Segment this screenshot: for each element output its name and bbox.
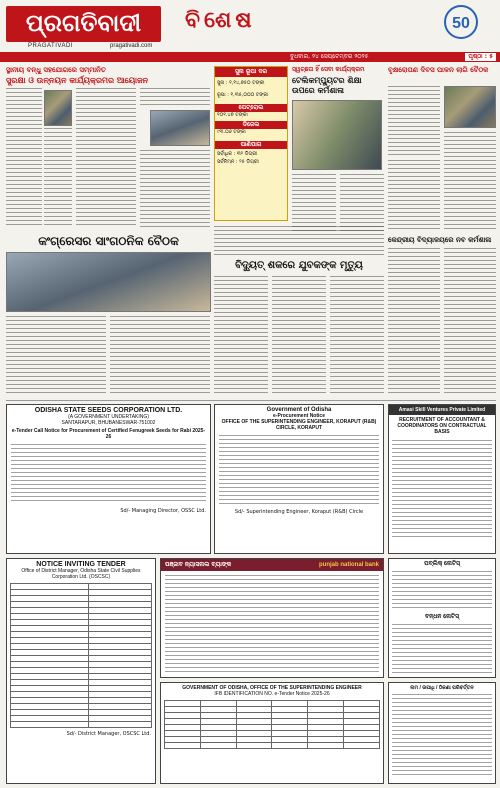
- center-story-headline: ଟେଲିକମ୍ପ୍ୟୁଟର ଶିକ୍ଷା ଉପରେ କର୍ମଶାଳା: [292, 76, 362, 95]
- gold-rate: ସୁନା : ୧,୧୪,୭୫୦ ଟଙ୍କା: [217, 80, 265, 86]
- public-notice-body1: [392, 571, 492, 611]
- amasi-recruitment-ad: [388, 404, 496, 554]
- left-story-text-col2: [44, 128, 72, 228]
- koraput-ad-body: [219, 435, 379, 505]
- left-story-text-col4b: [140, 150, 210, 228]
- pnb-ad-title: ପଞ୍ଜାବ ନ୍ୟାସନାଲ ବ୍ୟାଙ୍କ: [165, 561, 232, 568]
- amasi-ad-heading: RECRUITMENT OF ACCOUNTANT & COORDINATORS ON CONTRACTUAL BASIS: [397, 417, 487, 435]
- seeds-ad-body: [11, 444, 206, 504]
- left-story-kicker: ସ୍ଥାନୀୟ ବନ୍ଧୁ ସହଯୋଗରେ ସମ୍ମାନିତ: [6, 66, 106, 74]
- school-text-col2: [444, 248, 496, 396]
- left-story-headline: ସୁରକ୍ଷା ଓ ଉନ୍ନୟନ କାର୍ଯ୍ୟକ୍ରମର ଆୟୋଜନ: [6, 76, 149, 85]
- public-notice-ad: [388, 558, 496, 678]
- nit-title: NOTICE INVITING TENDER: [36, 561, 126, 568]
- pnb-notice-ad: [160, 558, 384, 678]
- seeds-ad-title: ODISHA STATE SEEDS CORPORATION LTD.: [34, 407, 183, 414]
- newspaper-logo: ପ୍ରଗତିବାଦୀ: [6, 6, 161, 42]
- koraput-tender-ad: [214, 404, 384, 554]
- petrol-price: ୧୦୧.୪୭ ଟଙ୍କା: [217, 112, 248, 118]
- petrol-label: ପେଟ୍ରୋଲ: [215, 104, 287, 112]
- min-temp: ସର୍ବନିମ୍ନ : ୨୫ ଡିଗ୍ରୀ: [217, 159, 259, 165]
- jubilee-emblem-icon: [432, 4, 490, 40]
- section-title: ବିଶେଷ: [185, 8, 256, 33]
- left-story-text-col3: [76, 88, 136, 228]
- rates-title: ସୁନା ରୂପା ଦର: [215, 67, 287, 77]
- koraput-ad-line2: e-Procurement Notice: [273, 413, 325, 419]
- congress-text-col2: [110, 316, 210, 396]
- amasi-ad-title: Amasi Skill Ventures Private Limited: [389, 405, 495, 415]
- center-story-kicker: ସ୍ୱଚ୍ଛତା ହିଁ ସେବା କାର୍ଯ୍ୟକ୍ରମ: [292, 66, 365, 73]
- pnb-brand: punjab national bank: [318, 562, 379, 568]
- nit-footer: Sd/- District Manager, OSCSC Ltd.: [66, 731, 151, 737]
- school-text-col1: [388, 248, 440, 396]
- page-number: ପୃଷ୍ଠା : ୫: [465, 53, 496, 61]
- weather-label: ପାଣିପାଗ: [215, 141, 287, 149]
- koraput-ad-footer: Sd/- Superintending Engineer, Koraput (R&B) Circle: [234, 509, 364, 515]
- notice-inviting-tender-ad: [6, 558, 156, 784]
- dateline-bar: [0, 52, 500, 62]
- electric-text-col1: [214, 276, 268, 396]
- right-story-headline: ବୃକ୍ଷରୋପଣ ଦିବସ ପାଳନ ଲାଗି ବୈଠକ: [388, 66, 489, 74]
- pnb-ad-body: [165, 575, 379, 673]
- classified-ad: [388, 682, 496, 784]
- congress-text-col1: [6, 316, 106, 396]
- right-story-text-col2: [444, 132, 496, 232]
- govt-tender-bottom-ad: [160, 682, 384, 784]
- amasi-ad-body: [392, 440, 492, 540]
- seeds-tender-ad: [6, 404, 211, 554]
- right-story-photo: [444, 86, 496, 128]
- school-headline: କେନ୍ଦ୍ରୀୟ ବିଦ୍ୟାଳୟରେ ନବ କର୍ମଶାଳା: [388, 236, 492, 244]
- center-story-text-col1: [292, 174, 336, 234]
- silver-rate: ରୂପା : ୧,୩୫,୦୦୦ ଟଙ୍କା: [217, 92, 269, 98]
- right-story-text-col1: [388, 86, 440, 156]
- electric-text-col2: [272, 276, 326, 396]
- rates-panel: [214, 66, 288, 221]
- govt-bottom-table: [164, 700, 380, 749]
- classified-body: [392, 694, 492, 778]
- workshop-photo: [292, 100, 382, 170]
- congress-headline: କଂଗ୍ରେସର ସାଂଗଠନିକ ବୈଠକ: [38, 234, 179, 248]
- public-notice-title: ପବ୍ଲିକ୍ ନୋଟିସ୍: [424, 561, 460, 567]
- left-story-text-col1: [6, 88, 42, 228]
- congress-meeting-photo: [6, 252, 211, 312]
- logo-subtitle: PRAGATIVADI: [28, 43, 73, 49]
- left-story-text-col4a: [140, 88, 210, 108]
- electric-headline: ବିଦ୍ୟୁତ୍ ଶକରେ ଯୁବକଙ୍କ ମୃତ୍ୟୁ: [235, 260, 363, 271]
- portrait-photo: [44, 90, 72, 126]
- right-story-text-col3: [388, 160, 440, 232]
- koraput-ad-line3: OFFICE OF THE SUPERINTENDING ENGINEER, KORAPUT (R&B) CIRCLE, KORAPUT: [221, 419, 377, 431]
- govt-bottom-title: GOVERNMENT OF ODISHA, OFFICE OF THE SUPERINTENDING ENGINEER: [182, 685, 362, 691]
- max-temp: ସର୍ବାଧିକ : ୩୨ ଡିଗ୍ରୀ: [217, 151, 258, 157]
- classified-title: ନାମ / ଉପାଧି / ଠିକଣା ପରିବର୍ତ୍ତନ: [410, 685, 474, 691]
- electric-intro-text: [214, 226, 384, 256]
- seeds-ad-heading: e-Tender Call Notice for Procurement of Certified Fenugreek Seeds for Rabi 2025-26: [11, 428, 206, 440]
- jubilee-number: 50: [452, 15, 470, 32]
- seeds-ad-address: SANTARAPUR, BHUBANESWAR-751002: [61, 420, 156, 426]
- diesel-price: ୯୩.୦୬ ଟଙ୍କା: [217, 129, 246, 135]
- govt-bottom-subtitle: IFB IDENTIFICATION NO. e-Tender Notice 2025-26: [214, 691, 330, 697]
- website-label: pragativadi.com: [110, 43, 153, 49]
- electric-text-col3: [330, 276, 384, 396]
- section-divider: [6, 400, 496, 401]
- koraput-ad-line1: Government of Odisha: [266, 407, 332, 413]
- seeds-ad-footer: Sd/- Managing Director, OSSC Ltd.: [120, 508, 206, 514]
- public-notice-body2: [392, 624, 492, 676]
- center-story-text-col2: [340, 174, 384, 234]
- diesel-label: ଡିଜେଲ: [215, 121, 287, 129]
- public-notice-title2: ବନ୍ଧନ ନୋଟିସ୍: [425, 614, 459, 620]
- nit-office: Office of District Manager, Odisha State Civil Supplies Corporation Ltd. (OSCSC): [21, 568, 141, 580]
- dateline-text: ବୁଧବାର, ୨୪ ସେପ୍ଟେମ୍ବର ୨୦୨୫: [290, 53, 369, 60]
- seeds-ad-subtitle: (A GOVERNMENT UNDERTAKING): [68, 414, 149, 420]
- left-story-photo: [150, 110, 210, 146]
- nit-table: [10, 583, 152, 728]
